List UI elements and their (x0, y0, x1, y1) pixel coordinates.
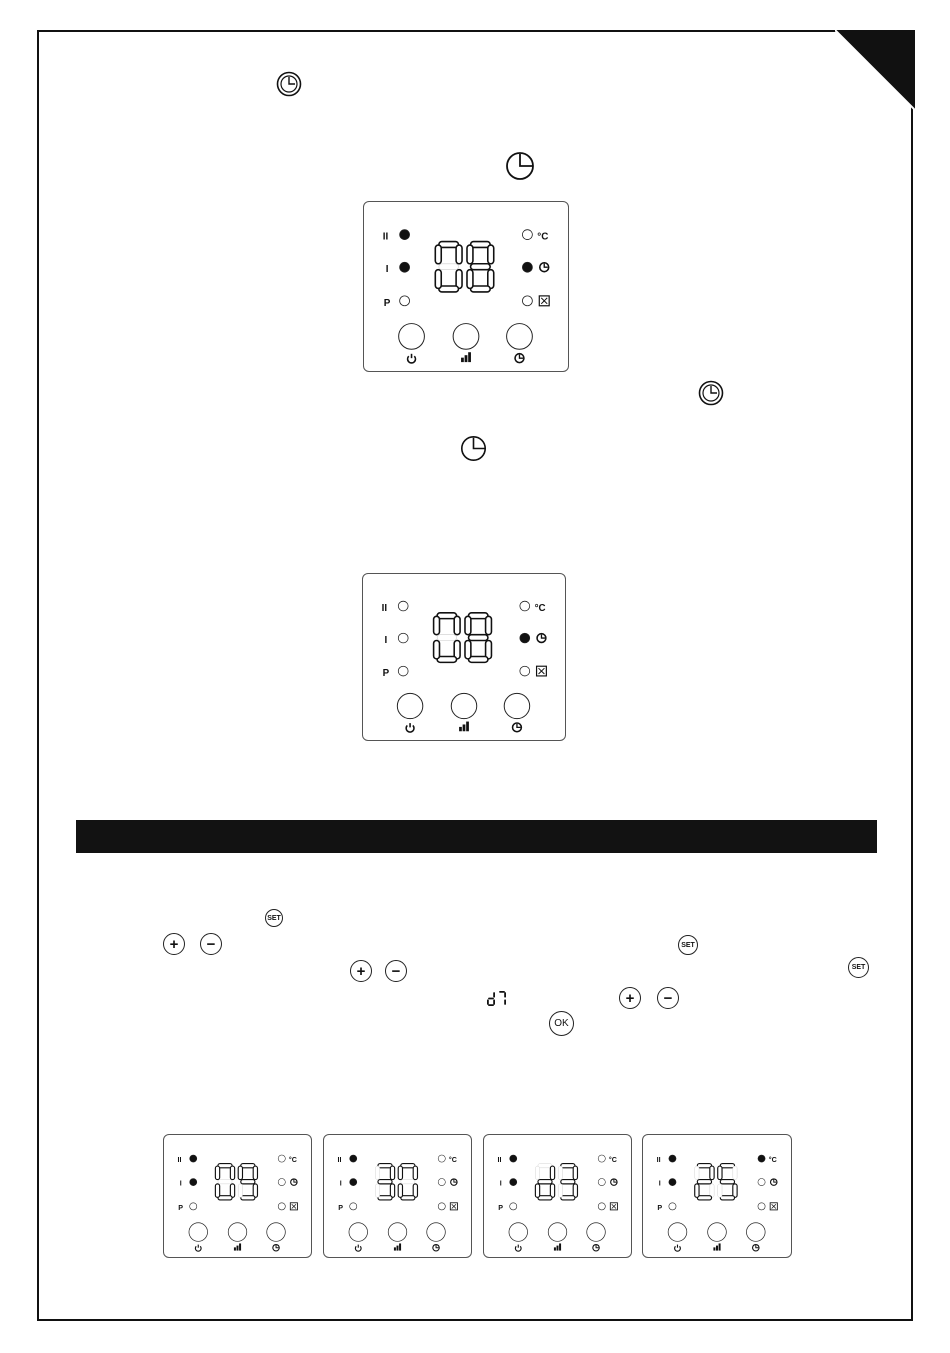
display-segment (718, 1166, 722, 1179)
display-segment (487, 999, 489, 1005)
display-segment (218, 1180, 232, 1184)
label-level-two: II (381, 602, 388, 614)
display-segment (434, 640, 440, 658)
display-segment (467, 270, 473, 289)
display-segment (390, 1166, 394, 1179)
display-segment (488, 998, 494, 1000)
power-icon (195, 1245, 201, 1252)
led-level-one (400, 262, 410, 272)
label-level-one: I (385, 264, 389, 276)
clock-icon (460, 435, 487, 462)
timer-icon (771, 1179, 777, 1185)
timer-icon (451, 1179, 457, 1185)
fan-level-icon (461, 352, 471, 362)
label-program: P (178, 1203, 184, 1212)
display-segment (469, 635, 488, 641)
led-level-two (400, 230, 410, 240)
display-segment (733, 1166, 737, 1179)
timer-icon (433, 1245, 439, 1251)
label-program: P (383, 297, 391, 309)
display-segment (435, 270, 441, 289)
display-segment (499, 1004, 505, 1006)
power-icon (408, 354, 416, 363)
display-segment (561, 1196, 575, 1200)
display-segment (710, 1166, 714, 1179)
display-segment (486, 616, 492, 634)
fan-button[interactable] (228, 1223, 247, 1242)
label-level-one: I (179, 1179, 182, 1188)
label-level-two: II (656, 1156, 661, 1165)
minus-button-icon: − (200, 933, 222, 955)
display-segment (467, 245, 473, 264)
clock-icon (698, 380, 724, 406)
display-segment (695, 1166, 699, 1179)
power-button[interactable] (189, 1223, 208, 1242)
timer-icon (515, 354, 524, 363)
fan-button[interactable] (548, 1223, 567, 1242)
filter-box-icon (290, 1203, 297, 1210)
clock-icon (505, 151, 535, 181)
label-program: P (338, 1203, 344, 1212)
set-button-icon: SET (848, 957, 869, 978)
led-level-two (190, 1155, 197, 1162)
power-icon (355, 1245, 361, 1252)
display-segment (456, 245, 462, 264)
control-display-panel (362, 573, 566, 741)
label-celsius: °C (608, 1156, 617, 1165)
led-celsius (438, 1155, 445, 1162)
label-program: P (498, 1203, 504, 1212)
label-level-two: II (177, 1156, 182, 1165)
display-segment (437, 635, 456, 641)
led-program (669, 1203, 676, 1210)
timer-icon (273, 1245, 279, 1251)
display-segment (241, 1196, 255, 1200)
label-level-two: II (382, 231, 389, 243)
led-timer (278, 1179, 285, 1186)
led-celsius (758, 1155, 765, 1162)
led-level-one (190, 1179, 197, 1186)
led-box (520, 666, 530, 676)
display-segment (454, 616, 460, 634)
display-segment (434, 616, 440, 634)
timer-icon (513, 723, 522, 732)
control-display-panel (163, 1134, 312, 1258)
led-box (522, 296, 532, 306)
led-timer (520, 633, 530, 643)
minus-button-icon: − (385, 960, 407, 982)
display-segment (465, 616, 471, 634)
display-segment (535, 1184, 539, 1197)
fan-level-icon (459, 722, 469, 732)
led-celsius (522, 230, 532, 240)
led-timer (438, 1179, 445, 1186)
display-segment (439, 264, 459, 270)
timer-icon (540, 263, 549, 272)
led-program (400, 296, 410, 306)
seven-segment-display (695, 1164, 737, 1200)
led-box (278, 1203, 285, 1210)
led-level-one (398, 633, 408, 643)
minus-button-icon: − (657, 987, 679, 1009)
filter-box-icon (537, 666, 547, 676)
seven-segment-display (435, 242, 493, 292)
label-level-one: I (499, 1179, 502, 1188)
fan-level-icon (234, 1243, 241, 1250)
display-segment (398, 1166, 402, 1179)
fan-level-icon (554, 1243, 561, 1250)
plus-button-icon: + (163, 933, 185, 955)
display-segment (499, 991, 505, 993)
timer-button[interactable] (746, 1223, 765, 1242)
power-button[interactable] (399, 324, 425, 350)
fan-level-icon (394, 1243, 401, 1250)
inline-segment-code (485, 990, 509, 1007)
timer-button[interactable] (267, 1223, 286, 1242)
display-segment (504, 999, 506, 1005)
led-timer (522, 262, 532, 272)
clock-icon (276, 71, 302, 97)
filter-box-icon (610, 1203, 617, 1210)
display-segment (215, 1166, 219, 1179)
label-level-two: II (497, 1156, 502, 1165)
display-segment (378, 1180, 392, 1184)
fan-button[interactable] (453, 324, 479, 350)
power-button[interactable] (668, 1223, 687, 1242)
display-segment (378, 1196, 392, 1200)
label-celsius: °C (537, 231, 549, 243)
power-button[interactable] (397, 693, 422, 718)
label-program: P (657, 1203, 663, 1212)
seven-segment-display (434, 613, 492, 663)
section-title (76, 828, 86, 844)
led-level-one (350, 1179, 357, 1186)
display-segment (720, 1196, 734, 1200)
display-segment (697, 1180, 711, 1184)
display-segment (488, 245, 494, 264)
display-segment (215, 1184, 219, 1197)
led-box (758, 1203, 765, 1210)
control-display-panel (323, 1134, 472, 1258)
led-timer (598, 1179, 605, 1186)
label-level-one: I (658, 1179, 661, 1188)
led-program (350, 1203, 357, 1210)
led-program (190, 1203, 197, 1210)
display-segment (493, 999, 495, 1005)
control-display-panel (363, 201, 569, 372)
plus-button-icon: + (619, 987, 641, 1009)
label-level-two: II (337, 1156, 342, 1165)
timer-button[interactable] (587, 1223, 606, 1242)
label-celsius: °C (448, 1156, 457, 1165)
fan-level-icon (713, 1243, 720, 1250)
display-segment (435, 245, 441, 264)
led-level-two (398, 601, 408, 611)
display-segment (238, 1166, 242, 1179)
control-display-panel (642, 1134, 792, 1258)
display-segment (499, 998, 505, 1000)
display-segment (538, 1180, 552, 1184)
power-icon (515, 1245, 521, 1252)
led-program (510, 1203, 517, 1210)
display-segment (401, 1180, 415, 1184)
seven-segment-display (535, 1164, 577, 1200)
timer-icon (291, 1179, 297, 1185)
display-segment (720, 1180, 734, 1184)
timer-button[interactable] (507, 324, 533, 350)
display-segment (558, 1166, 562, 1179)
led-level-one (669, 1179, 676, 1186)
power-icon (406, 723, 414, 732)
display-segment (498, 992, 500, 998)
control-display-panel (483, 1134, 632, 1258)
label-level-one: I (384, 634, 388, 646)
seven-segment-display (375, 1164, 417, 1200)
display-segment (398, 1184, 402, 1197)
led-box (438, 1203, 445, 1210)
power-button[interactable] (509, 1223, 528, 1242)
timer-icon (753, 1245, 759, 1251)
display-segment (230, 1166, 234, 1179)
led-level-one (510, 1179, 517, 1186)
label-program: P (382, 667, 390, 679)
timer-button[interactable] (504, 693, 529, 718)
plus-button-icon: + (350, 960, 372, 982)
power-icon (675, 1245, 681, 1252)
display-segment (241, 1180, 255, 1184)
display-segment (465, 640, 471, 658)
set-button-icon: SET (678, 935, 698, 955)
led-celsius (598, 1155, 605, 1162)
led-celsius (520, 601, 530, 611)
display-segment (493, 992, 495, 998)
display-segment (561, 1180, 575, 1184)
led-program (398, 666, 408, 676)
display-segment (573, 1166, 577, 1179)
page-corner-marker (835, 30, 915, 110)
display-segment (488, 991, 494, 993)
label-level-one: I (339, 1179, 342, 1188)
led-celsius (278, 1155, 285, 1162)
display-segment (504, 992, 506, 998)
fan-button[interactable] (451, 693, 476, 718)
timer-button[interactable] (427, 1223, 446, 1242)
display-segment (487, 992, 489, 998)
display-segment (471, 264, 491, 270)
display-segment (550, 1166, 554, 1179)
timer-icon (593, 1245, 599, 1251)
led-level-two (510, 1155, 517, 1162)
led-level-two (669, 1155, 676, 1162)
display-segment (695, 1184, 699, 1197)
power-button[interactable] (349, 1223, 368, 1242)
display-segment (375, 1166, 379, 1179)
timer-icon (537, 634, 546, 643)
timer-icon (611, 1179, 617, 1185)
label-celsius: °C (534, 602, 546, 614)
display-segment (238, 1184, 242, 1197)
section-header-bar (76, 820, 877, 853)
led-box (598, 1203, 605, 1210)
filter-box-icon (450, 1203, 457, 1210)
fan-button[interactable] (388, 1223, 407, 1242)
display-segment (558, 1184, 562, 1197)
display-segment (498, 999, 500, 1005)
led-level-two (350, 1155, 357, 1162)
filter-box-icon (539, 296, 549, 306)
seven-segment-display (215, 1164, 257, 1200)
display-segment (253, 1166, 257, 1179)
display-segment (535, 1166, 539, 1179)
display-segment (488, 1004, 494, 1006)
led-timer (758, 1179, 765, 1186)
display-segment (375, 1184, 379, 1197)
fan-button[interactable] (708, 1223, 727, 1242)
set-button-icon: SET (265, 909, 283, 927)
label-celsius: °C (288, 1156, 297, 1165)
ok-button-icon: OK (549, 1011, 574, 1036)
label-celsius: °C (768, 1156, 777, 1165)
display-segment (413, 1166, 417, 1179)
filter-box-icon (770, 1203, 777, 1210)
display-segment (718, 1184, 722, 1197)
